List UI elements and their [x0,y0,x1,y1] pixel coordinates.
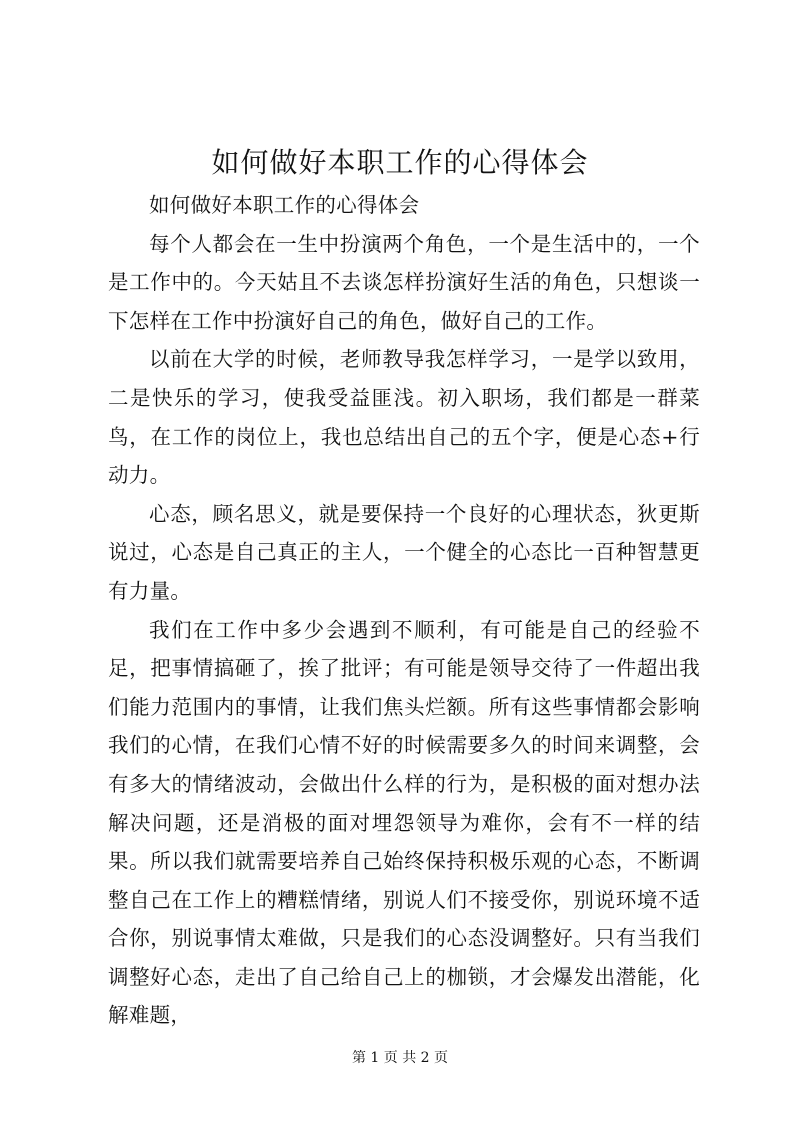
document-title: 如何做好本职工作的心得体会 [211,146,589,179]
paragraph: 心态，顾名思义，就是要保持一个良好的心理状态，狄更斯说过，心态是自己真正的主人，一个健全的心态比一百种智慧更有力量。 [108,501,700,603]
paragraph-subtitle: 如何做好本职工作的心得体会 [149,193,420,217]
document-body [108,186,700,1035]
paragraph: 以前在大学的时候，老师教导我怎样学习，一是学以致用，二是快乐的学习，使我受益匪浅。初入职场，我们都是一群菜鸟，在工作的岗位上，我也总结出自己的五个字，便是心态+行动力。 [108,347,700,488]
paragraph: 每个人都会在一生中扮演两个角色，一个是生活中的，一个是工作中的。今天姑且不去谈怎样扮演好生活的角色，只想谈一下怎样在工作中扮演好自己的角色，做好自己的工作。 [108,231,700,333]
page-number-footer: 第 1 页 共 2 页 [351,1050,449,1066]
paragraph: 我们在工作中多少会遇到不顺利，有可能是自己的经验不足，把事情搞砸了，挨了批评；有可能是领导交待了一件超出我们能力范围内的事情，让我们焦头烂额。所有这些事情都会影响我们的心情，在我们心情不好的时候需要多久的时间来调整，会有多大的情绪波动，会做出什么样的行为，是积极的面对想办法解决问题，还是消极的面对埋怨领导为难你，会有不一样的结果。所以我们就需要培养自己始终保持积极乐观的心态，不断调整自己在工作上的糟糕情绪，别说人们不接受你，别说环境不适合你，别说事情太难做，只是我们的心态没调整好。只有当我们调整好心态，走出了自己给自己上的枷锁，才会爆发出潜能，化解难题， [108,617,700,1028]
